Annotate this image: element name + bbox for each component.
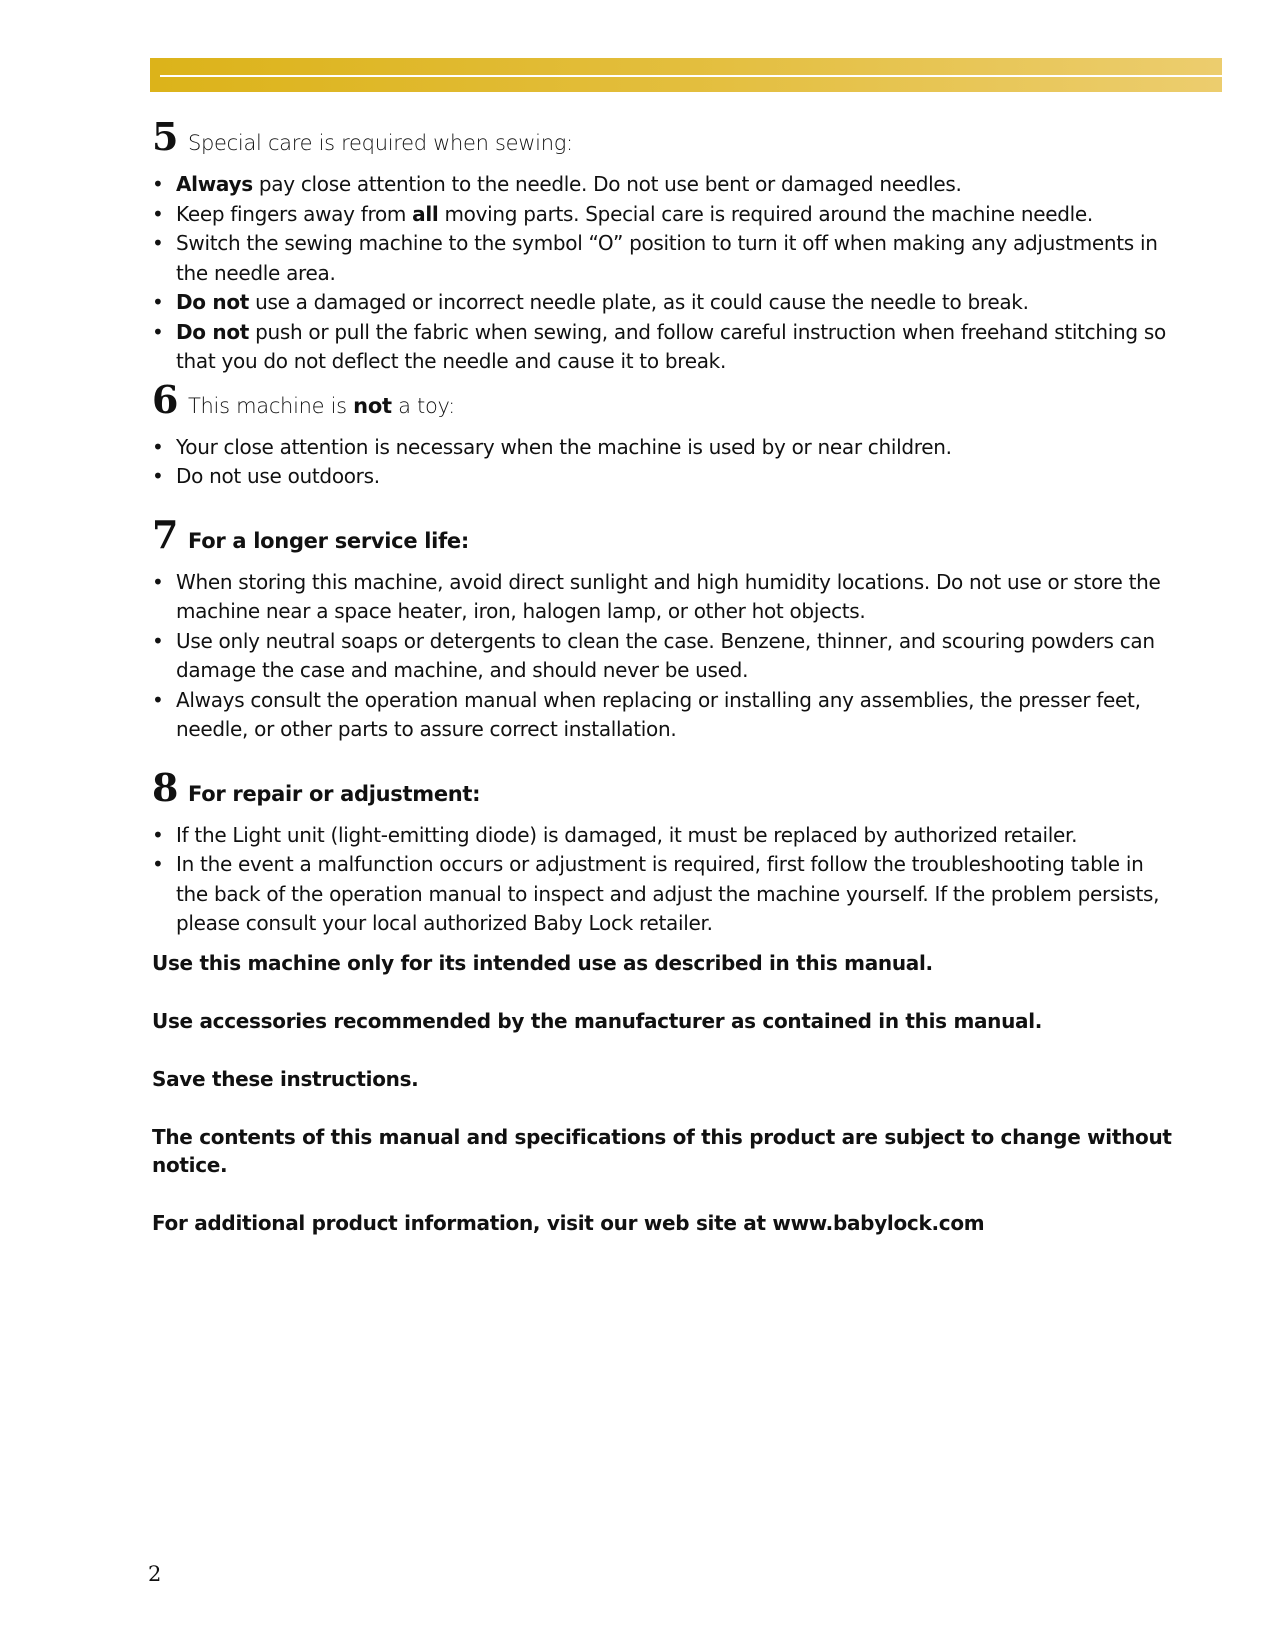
list-item <box>152 318 1172 377</box>
section-number: 5 <box>152 114 179 159</box>
item-text: Keep fingers away from <box>176 201 413 226</box>
header-accent-bar <box>150 58 1222 92</box>
section-title: For repair or adjustment: <box>188 781 481 806</box>
list-item: • Your close attention is necessary when the machine is used by or near children. <box>152 433 1172 463</box>
section-number: 7 <box>152 511 179 557</box>
item-text: moving parts. Special care is required around the machine needle. <box>438 201 1093 226</box>
title-text: a toy: <box>391 393 455 418</box>
closing-notes <box>152 949 1172 1237</box>
bullet-list <box>152 433 1172 492</box>
page-number: 2 <box>148 1562 162 1586</box>
safety-content <box>152 108 1172 1267</box>
note-website: For additional product information, visit our web site at www.babylock.com <box>152 1210 985 1235</box>
list-item <box>152 288 1172 318</box>
emphasis: not <box>353 393 392 418</box>
section-title: For a longer service life: <box>188 528 469 553</box>
list-item: • Do not use outdoors. <box>152 462 1172 492</box>
section-8 <box>152 765 1172 939</box>
section-6 <box>152 377 1172 492</box>
section-number: 6 <box>152 376 179 422</box>
list-item <box>152 200 1172 230</box>
section-7 <box>152 512 1172 745</box>
section-title <box>188 394 455 418</box>
section-number: 8 <box>152 764 179 810</box>
section-5 <box>152 114 1172 377</box>
note-intended-use: Use this machine only for its intended use as described in this manual. <box>152 950 933 975</box>
item-text: use a damaged or incorrect needle plate, as it could cause the needle to break. <box>249 290 1029 314</box>
section-heading <box>152 512 1172 558</box>
list-item: • In the event a malfunction occurs or adjustment is required, first follow the troubleshooting table in the back of the operation manual to inspect and adjust the machine yourself. If the problem persists, please consult your local authorized Baby Lock retailer. <box>152 850 1172 939</box>
section-heading <box>152 765 1172 811</box>
bullet-list <box>152 170 1172 377</box>
section-title: Special care is required when sewing: <box>188 131 573 155</box>
list-item: • If the Light unit (light-emitting diode) is damaged, it must be replaced by authorized retailer. <box>152 821 1172 851</box>
list-item: • Always consult the operation manual when replacing or installing any assemblies, the presser feet, needle, or other parts to assure correct installation. <box>152 686 1172 745</box>
note-save-instructions: Save these instructions. <box>152 1066 419 1091</box>
list-item: • When storing this machine, avoid direct sunlight and high humidity locations. Do not use or store the machine near a space heater, iron, halogen lamp, or other hot objects. <box>152 568 1172 627</box>
list-item <box>152 170 1172 200</box>
section-heading <box>152 377 1172 423</box>
emphasis: Do not <box>176 290 250 314</box>
note-subject-to-change: The contents of this manual and specifications of this product are subject to change without notice. <box>152 1124 1172 1177</box>
bullet-list <box>152 821 1172 939</box>
item-text: push or pull the fabric when sewing, and follow careful instruction when freehand stitching so that you do not deflect the needle and cause it to break. <box>176 319 1166 373</box>
bullet-list <box>152 568 1172 745</box>
emphasis: all <box>412 201 439 226</box>
item-text: Switch the sewing machine to the symbol “O” position to turn it off when making any adjustments in the needle area. <box>176 231 1158 285</box>
item-text: pay close attention to the needle. Do not use bent or damaged needles. <box>252 172 962 196</box>
section-heading <box>152 114 1172 160</box>
title-text: This machine is <box>188 393 354 418</box>
emphasis: Do not <box>176 319 250 344</box>
emphasis: Always <box>176 172 253 196</box>
list-item <box>152 229 1172 288</box>
list-item: • Use only neutral soaps or detergents to clean the case. Benzene, thinner, and scouring powders can damage the case and machine, and should never be used. <box>152 627 1172 686</box>
header-rule <box>160 75 1222 77</box>
note-accessories: Use accessories recommended by the manufacturer as contained in this manual. <box>152 1008 1043 1033</box>
